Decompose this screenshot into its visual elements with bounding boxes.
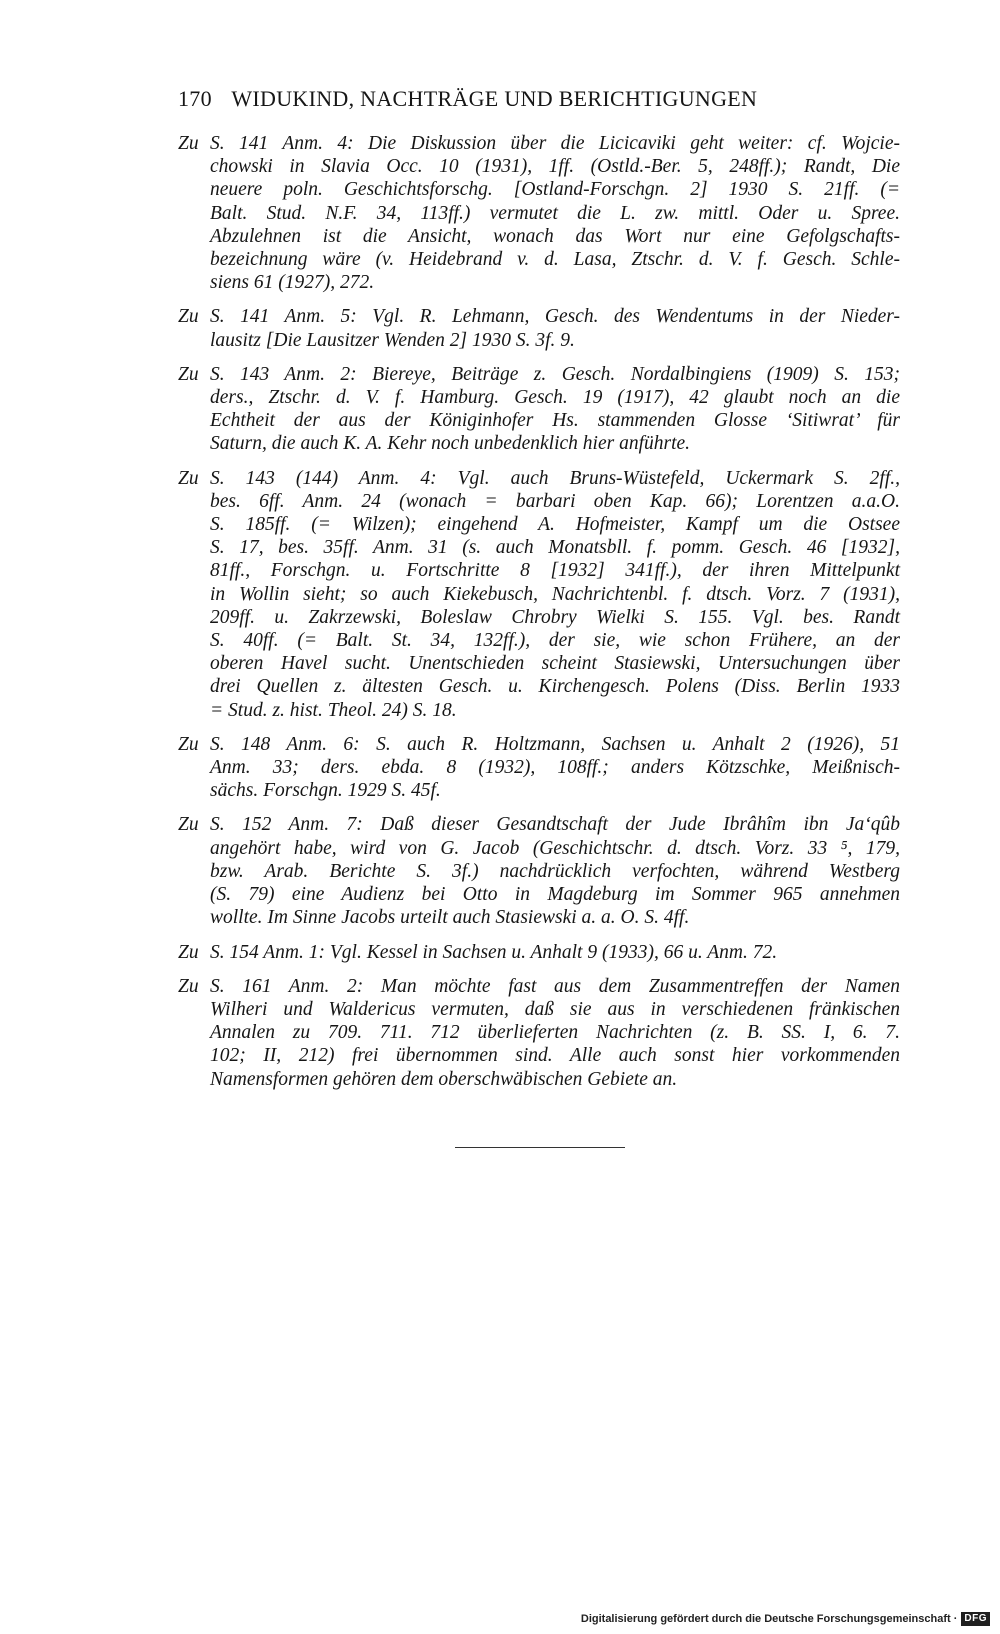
dfg-logo: DFG (961, 1612, 990, 1626)
addendum-line: S. 143 Anm. 2: Biereye, Beiträge z. Gesch. Nordalbingiens (1909) S. 153; (210, 363, 900, 385)
addendum-line: Saturn, die auch K. A. Kehr noch unbedenklich hier anführte. (210, 433, 691, 455)
addendum-prefix: Zu (178, 733, 199, 755)
addendum-line: Balt. Stud. N.F. 34, 113ff.) vermutet die L. zw. mittl. Oder u. Spree. (210, 202, 900, 224)
addendum-line: S. 148 Anm. 6: S. auch R. Holtzmann, Sachsen u. Anhalt 2 (1926), 51 (210, 733, 900, 755)
addendum-line: bzw. Arab. Berichte S. 3f.) nachdrücklich verfochten, während Westberg (210, 860, 900, 882)
addendum-prefix: Zu (178, 814, 199, 836)
addendum-line: S. 40ff. (= Balt. St. 34, 132ff.), der sie, wie schon Frühere, an der (210, 630, 900, 652)
addendum-line: oberen Havel sucht. Unentschieden scheint Stasiewski, Untersuchungen über (210, 653, 900, 675)
addendum-line: S. 185ff. (= Wilzen); eingehend A. Hofmeister, Kampf um die Ostsee (210, 514, 900, 536)
addendum-line: neuere poln. Geschichtsforschg. [Ostland-Forschgn. 2] 1930 S. 21ff. (= (210, 179, 900, 201)
addendum-entry (178, 813, 900, 929)
addendum-line: Echtheit der aus der Königinhofer Hs. stammenden Glosse ‘Sitiwrat’ für (210, 410, 900, 432)
addendum-line: drei Quellen z. ältesten Gesch. u. Kirchengesch. Polens (Diss. Berlin 1933 (210, 676, 900, 698)
addendum-prefix: Zu (178, 133, 199, 154)
addendum-entry (178, 941, 900, 964)
addendum-entry (178, 363, 900, 456)
addendum-line: = Stud. z. hist. Theol. 24) S. 18. (210, 699, 457, 721)
addendum-line: Abzulehnen ist die Ansicht, wonach das Wort nur eine Gefolgschafts- (210, 225, 900, 247)
addendum-line: (S. 79) eine Audienz bei Otto in Magdeburg im Sommer 965 annehmen (210, 884, 900, 906)
addendum-entry (178, 132, 900, 294)
addendum-line: Anm. 33; ders. ebda. 8 (1932), 108ff.; anders Kötzschke, Meißnisch- (210, 757, 900, 779)
addendum-line: S. 141 Anm. 5: Vgl. R. Lehmann, Gesch. des Wendentums in der Nieder- (210, 306, 900, 328)
running-title: WIDUKIND, NACHTRÄGE UND BERICHTIGUNGEN (231, 86, 758, 111)
addendum-line: S. 161 Anm. 2: Man möchte fast aus dem Zusammentreffen der Namen (210, 975, 900, 997)
section-divider (455, 1147, 625, 1148)
addendum-prefix: Zu (178, 975, 199, 997)
addendum-entry (178, 467, 900, 722)
addendum-line: Namensformen gehören dem oberschwäbischen Gebiete an. (210, 1068, 678, 1090)
addendum-prefix: Zu (178, 941, 199, 963)
addendum-line: bes. 6ff. Anm. 24 (wonach = barbari oben Kap. 66); Lorentzen a.a.O. (210, 490, 900, 512)
addendum-line: lausitz [Die Lausitzer Wenden 2] 1930 S. 3f. 9. (210, 329, 575, 351)
addendum-line: ders., Ztschr. d. V. f. Hamburg. Gesch. 19 (1917), 42 glaubt noch an die (210, 387, 900, 409)
addendum-line: bezeichnung wäre (v. Heidebrand v. d. Lasa, Ztschr. d. V. f. Gesch. Schle- (210, 249, 900, 271)
addendum-entry (178, 733, 900, 803)
addenda-list (178, 132, 900, 1102)
addendum-prefix: Zu (178, 306, 199, 328)
addendum-line: S. 154 Anm. 1: Vgl. Kessel in Sachsen u. Anhalt 9 (1933), 66 u. Anm. 72. (210, 941, 778, 963)
addendum-line: chowski in Slavia Occ. 10 (1931), 1ff. (Ostld.-Ber. 5, 248ff.); Randt, Die (210, 156, 900, 178)
addendum-line: 102; II, 212) frei übernommen sind. Alle auch sonst hier vorkommenden (210, 1045, 900, 1067)
addendum-line: S. 143 (144) Anm. 4: Vgl. auch Bruns-Wüstefeld, Uckermark S. 2ff., (210, 467, 900, 489)
addendum-entry (178, 975, 900, 1091)
addendum-line: Wilheri und Waldericus vermuten, daß sie aus in verschiedenen fränkischen (210, 998, 900, 1020)
addendum-prefix: Zu (178, 363, 199, 385)
addendum-line: 81ff., Forschgn. u. Fortschritte 8 [1932] 341ff.), der ihren Mittelpunkt (210, 560, 900, 582)
addendum-line: angehört habe, wird von G. Jacob (Geschichtschr. d. dtsch. Vorz. 33 ⁵, 179, (210, 837, 900, 859)
addendum-line: Annalen zu 709. 711. 712 überlieferten Nachrichten (z. B. SS. I, 6. 7. (210, 1022, 900, 1044)
digitization-credit (581, 1612, 990, 1626)
addendum-line: S. 141 Anm. 4: Die Diskussion über die Licicaviki geht weiter: cf. Wojcie- (210, 133, 900, 154)
credit-text: Digitalisierung gefördert durch die Deutsche Forschungsgemeinschaft · (580, 1613, 958, 1625)
addendum-line: S. 17, bes. 35ff. Anm. 31 (s. auch Monatsbll. f. pomm. Gesch. 46 [1932], (210, 537, 900, 559)
addendum-line: in Wollin sieht; so auch Kiekebusch, Nachrichtenbl. f. dtsch. Vorz. 7 (1931), (210, 583, 900, 605)
page-number: 170 (178, 86, 212, 111)
addendum-line: wollte. Im Sinne Jacobs urteilt auch Stasiewski a. a. O. S. 4ff. (210, 907, 690, 929)
addendum-line: siens 61 (1927), 272. (210, 272, 375, 294)
addendum-prefix: Zu (178, 467, 199, 489)
addendum-entry (178, 305, 900, 351)
addendum-line: 209ff. u. Zakrzewski, Boleslaw Chrobry Wielki S. 155. Vgl. bes. Randt (210, 606, 900, 628)
running-header (178, 86, 838, 112)
addendum-line: sächs. Forschgn. 1929 S. 45f. (210, 780, 441, 802)
addendum-line: S. 152 Anm. 7: Daß dieser Gesandtschaft der Jude Ibrâhîm ibn Ja‘qûb (210, 814, 900, 836)
